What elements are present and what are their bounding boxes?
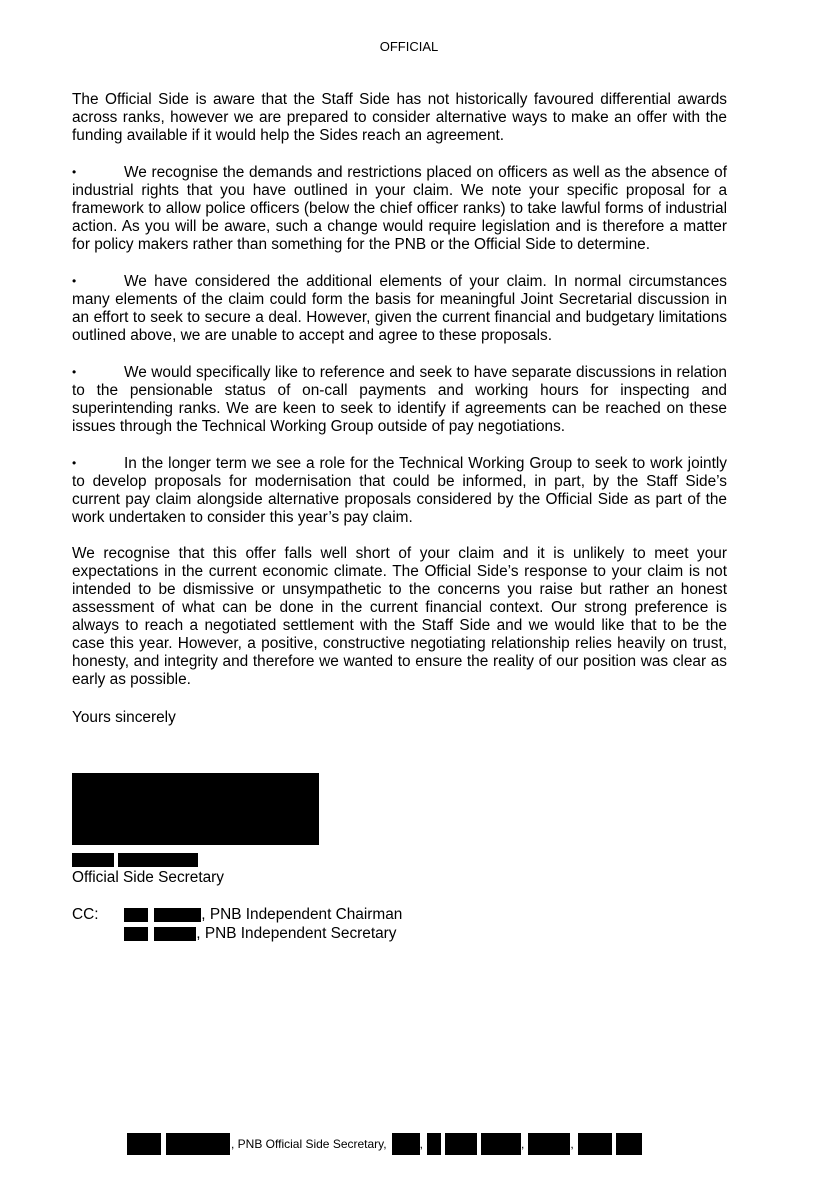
bullet-text: We have considered the additional elements of your claim. In normal circumstances many elements of the claim could form the basis for meaningful Joint Secretarial discussion in an effort to seek to secure a deal. However, given the current financial and budgetary limitations outlined above, we are unable to accept and agree to these proposals. bbox=[72, 273, 727, 344]
redacted-footer-text bbox=[392, 1133, 420, 1155]
redacted-footer-text bbox=[127, 1133, 161, 1155]
footer-role: , PNB Official Side Secretary, bbox=[231, 1137, 387, 1151]
bullet-paragraph-4 bbox=[72, 454, 727, 527]
redacted-name bbox=[154, 927, 196, 941]
footer-separator: , bbox=[520, 1137, 525, 1151]
cc-recipient-2 bbox=[124, 925, 396, 943]
cc-label: CC: bbox=[72, 906, 99, 923]
redacted-footer-text bbox=[481, 1133, 521, 1155]
conclusion-paragraph: We recognise that this offer falls well short of your claim and it is unlikely to meet your expectations in the current economic climate. The Official Side’s response to your claim is not intended to be dismissive or unsympathetic to the concerns you raise but rather an honest assessment of what can be done in the current financial context. Our strong preference is always to reach a negotiated settlement with the Staff Side and we would like that to be the case this year. However, a positive, constructive negotiating relationship relies heavily on trust, honesty, and integrity and therefore we wanted to ensure the reality of our position was clear as early as possible. bbox=[72, 545, 727, 688]
redacted-footer-text bbox=[528, 1133, 570, 1155]
bullet-text: In the longer term we see a role for the Technical Working Group to seek to work jointly to develop proposals for modernisation that could be informed, in part, by the Staff Side’s current pay claim alongside alternative proposals considered by the Official Side as part of the work undertaken to consider this year’s pay claim. bbox=[72, 455, 727, 526]
classification-header: OFFICIAL bbox=[379, 39, 439, 54]
bullet-paragraph-1 bbox=[72, 163, 727, 254]
redacted-footer-text bbox=[166, 1133, 230, 1155]
cc-recipient-1 bbox=[124, 906, 402, 924]
footer-address bbox=[127, 1133, 642, 1155]
redacted-name bbox=[154, 908, 201, 922]
bullet-symbol: • bbox=[72, 165, 77, 179]
redacted-first-name bbox=[72, 853, 114, 867]
redacted-footer-text bbox=[578, 1133, 612, 1155]
letter-body bbox=[72, 91, 727, 745]
bullet-paragraph-3 bbox=[72, 363, 727, 436]
cc-recipient-role: , PNB Independent Chairman bbox=[201, 906, 403, 923]
closing-salutation: Yours sincerely bbox=[72, 709, 176, 726]
redacted-footer-text bbox=[427, 1133, 441, 1155]
redacted-name bbox=[124, 927, 148, 941]
bullet-symbol: • bbox=[72, 365, 77, 379]
footer-separator: , bbox=[570, 1137, 574, 1151]
bullet-symbol: • bbox=[72, 456, 77, 470]
bullet-paragraph-2 bbox=[72, 272, 727, 345]
redacted-signature bbox=[72, 773, 319, 845]
bullet-text: We recognise the demands and restrictions placed on officers as well as the absence of industrial rights that you have outlined in your claim. We note your specific proposal for a framework to allow police officers (below the chief officer ranks) to take lawful forms of industrial action. As you will be aware, such a change would require legislation and is therefore a matter for policy makers rather than something for the PNB or the Official Side to determine. bbox=[72, 164, 727, 253]
footer-separator: , bbox=[419, 1137, 423, 1151]
bullet-symbol: • bbox=[72, 274, 77, 288]
bullet-text: We would specifically like to reference and seek to have separate discussions in relation to the pensionable status of on-call payments and working hours for inspecting and superintending ranks. We are keen to seek to identify if agreements can be reached on these issues through the Technical Working Group outside of pay negotiations. bbox=[72, 364, 727, 435]
redacted-last-name bbox=[118, 853, 198, 867]
redacted-name bbox=[124, 908, 148, 922]
redacted-footer-text bbox=[445, 1133, 477, 1155]
intro-paragraph: The Official Side is aware that the Staff Side has not historically favoured differential awards across ranks, however we are prepared to consider alternative ways to make an offer with the funding available if it would help the Sides reach an agreement. bbox=[72, 91, 727, 144]
signatory-title: Official Side Secretary bbox=[72, 869, 224, 886]
cc-recipient-role: , PNB Independent Secretary bbox=[196, 925, 397, 942]
redacted-footer-text bbox=[616, 1133, 642, 1155]
